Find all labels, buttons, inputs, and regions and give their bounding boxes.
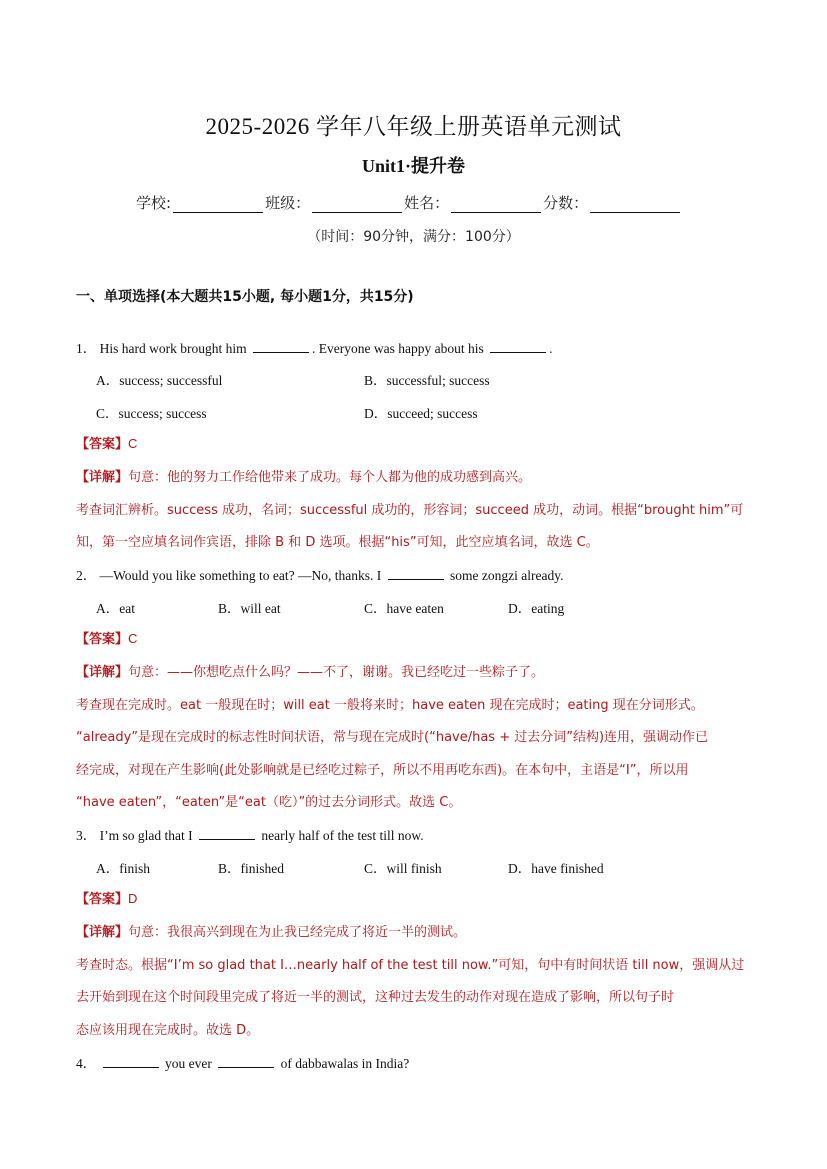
explanation-line: “have eaten”，“eaten”是“eat（吃）”的过去分词形式。故选 C。 — [76, 795, 462, 810]
explanation-line: 态应该用现在完成时。故选 D。 — [76, 1023, 260, 1038]
score-label: 分数： — [543, 194, 589, 212]
time-info: （时间：90分钟，满分：100分） — [307, 229, 520, 245]
question-stem: nearly half of the test till now. — [261, 828, 424, 843]
question-stem: you ever — [165, 1056, 212, 1071]
option-a: A．eat — [96, 601, 135, 616]
answer-line — [76, 433, 756, 452]
answer-label: 【答案】 — [76, 632, 129, 647]
question-number: 2． — [76, 568, 97, 583]
exam-title: 2025-2026 学年八年级上册英语单元测试 — [205, 114, 622, 139]
option-b: B．finished — [218, 861, 284, 876]
question-stem: . — [549, 341, 553, 356]
explanation-line: 考查现在完成时。eat 一般现在时；will eat 一般将来时；have eaten 现在完成时；eating 现在分词形式。 — [76, 698, 704, 713]
school-blank[interactable] — [173, 196, 263, 213]
question-stem: . Everyone was happy about his — [311, 341, 484, 356]
answer-label: 【答案】 — [76, 892, 129, 907]
question-stem: I’m so glad that I — [99, 828, 193, 843]
detail-line — [76, 466, 756, 485]
question-stem: of dabbawalas in India? — [280, 1056, 410, 1071]
question-number: 1． — [76, 341, 97, 356]
answer-value: C — [128, 436, 138, 451]
name-label: 姓名： — [404, 194, 450, 212]
explanation-line: 经完成，对现在产生影响(此处影响就是已经吃过粽子，所以不用再吃东西)。在本句中，主语是“I”，所以用 — [76, 763, 689, 778]
answer-line — [76, 888, 756, 907]
answer-label: 【答案】 — [76, 437, 129, 452]
class-blank[interactable] — [312, 196, 402, 213]
school-label: 学校: — [136, 194, 172, 212]
answer-value: D — [128, 891, 138, 906]
explanation-line: 考查时态。根据“I’m so glad that I…nearly half of the test till now.”可知，句中有时间状语 till now，强调从过 — [76, 958, 745, 973]
question-2 — [76, 564, 563, 584]
explanation-line: 去开始到现在这个时间段里完成了将近一半的测试，这种过去发生的动作对现在造成了影响，所以句子时 — [76, 990, 675, 1005]
detail-line — [76, 921, 756, 940]
option-a: A．finish — [96, 861, 150, 876]
question-number: 3． — [76, 828, 97, 843]
answer-line — [76, 628, 756, 647]
name-blank[interactable] — [451, 196, 541, 213]
question-number: 4． — [76, 1056, 97, 1071]
detail-label: 【详解】 — [76, 470, 129, 485]
option-a: A．success; successful — [96, 373, 223, 388]
option-b: B．successful; success — [364, 373, 490, 388]
score-blank[interactable] — [590, 196, 680, 213]
detail-line — [76, 661, 756, 680]
exam-subtitle: Unit1·提升卷 — [361, 156, 465, 176]
option-b: B．will eat — [218, 601, 281, 616]
answer-blank — [103, 1055, 159, 1068]
option-d: D．eating — [508, 601, 565, 616]
student-info-row — [136, 192, 682, 213]
detail-text: 句意：我很高兴到现在为止我已经完成了将近一半的测试。 — [128, 925, 467, 940]
explanation-line: 考查词汇辨析。success 成功，名词；successful 成功的，形容词；succeed 成功，动词。根据“brought him”可 — [76, 503, 744, 518]
option-c: C．will finish — [364, 861, 442, 876]
answer-blank — [253, 340, 309, 353]
option-d: D．succeed; success — [364, 406, 478, 421]
question-1 — [76, 337, 552, 357]
answer-blank — [218, 1055, 274, 1068]
explanation-line: “already”是现在完成时的标志性时间状语，常与现在完成时(“have/has + 过去分词”结构)连用，强调动作已 — [76, 730, 709, 745]
option-c: C．success; success — [96, 406, 207, 421]
answer-blank — [388, 567, 444, 580]
class-label: 班级： — [265, 194, 311, 212]
question-4 — [76, 1052, 409, 1072]
question-3 — [76, 824, 424, 844]
detail-label: 【详解】 — [76, 665, 129, 680]
option-c: C．have eaten — [364, 601, 444, 616]
detail-text: 句意：——你想吃点什么吗？——不了，谢谢。我已经吃过一些粽子了。 — [128, 665, 545, 680]
answer-value: C — [128, 631, 138, 646]
detail-label: 【详解】 — [76, 925, 129, 940]
question-stem: His hard work brought him — [99, 341, 247, 356]
explanation-line: 知，第一空应填名词作宾语，排除 B 和 D 选项。根据“his”可知，此空应填名词，故选 C。 — [76, 535, 599, 550]
question-stem: —Would you like something to eat? —No, thanks. I — [99, 568, 382, 583]
question-stem: some zongzi already. — [450, 568, 564, 583]
answer-blank — [490, 340, 546, 353]
answer-blank — [199, 827, 255, 840]
option-d: D．have finished — [508, 861, 604, 876]
section-title: 一、单项选择(本大题共15小题, 每小题1分，共15分) — [76, 289, 414, 305]
detail-text: 句意：他的努力工作给他带来了成功。每个人都为他的成功感到高兴。 — [128, 470, 532, 485]
